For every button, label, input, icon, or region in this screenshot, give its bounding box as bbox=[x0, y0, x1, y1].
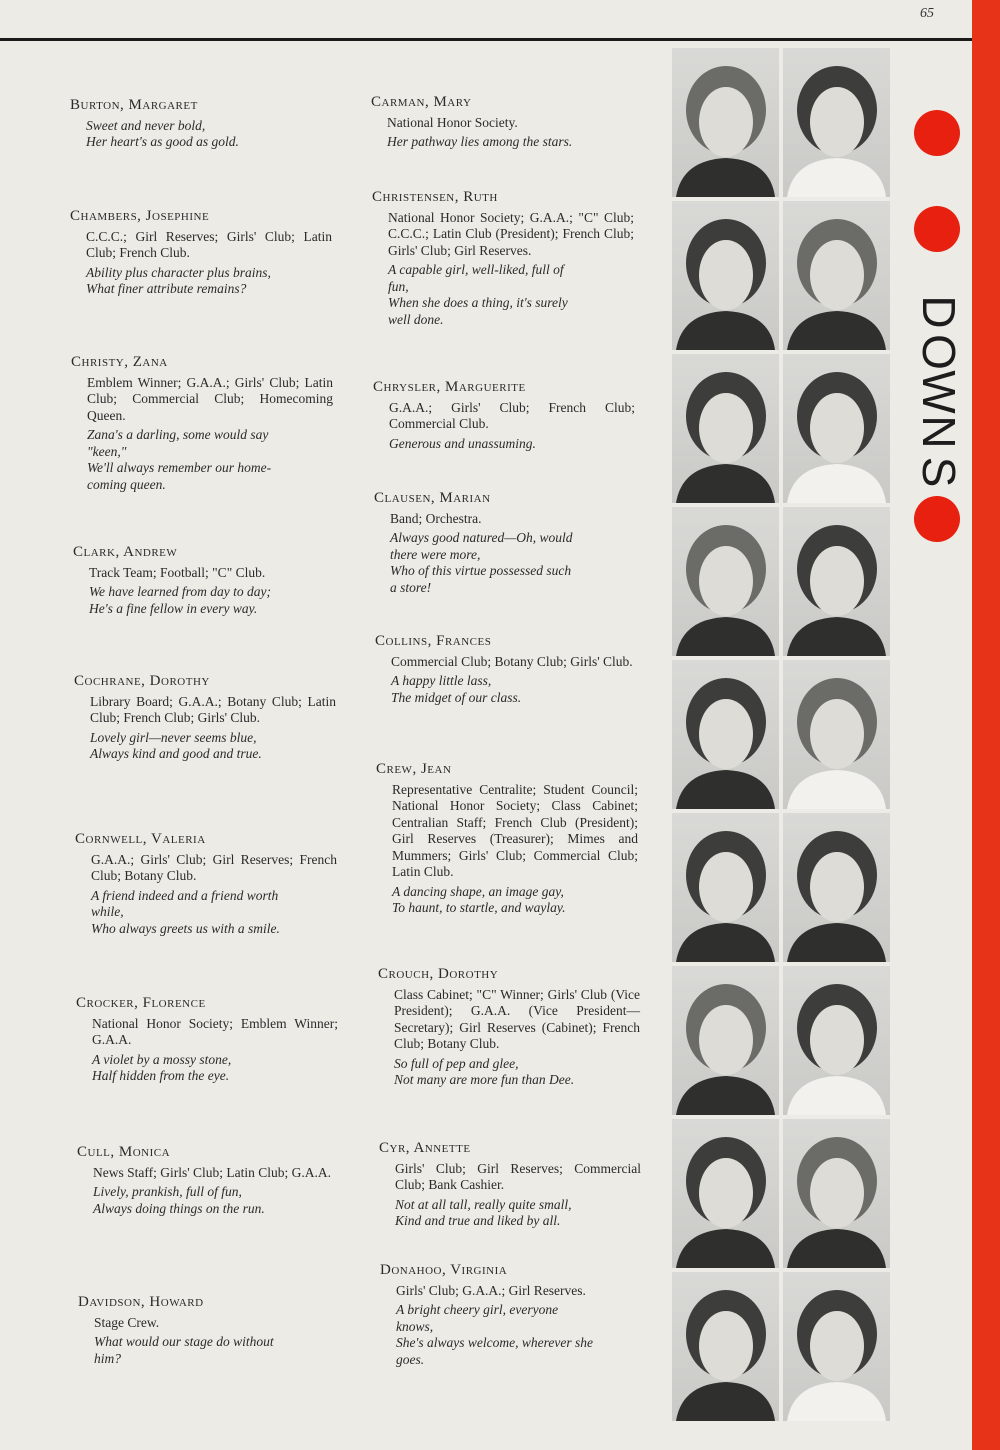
side-title-letter: W bbox=[913, 370, 965, 414]
student-quote: A dancing shape, an image gay, To haunt, to startle, and waylay. bbox=[392, 883, 566, 915]
student-quote: A friend indeed and a friend worth while, Who always greets us with a smile. bbox=[91, 887, 280, 936]
side-title-letter: O bbox=[913, 334, 965, 370]
student-name: Carman, Mary bbox=[371, 94, 472, 110]
student-activities: National Honor Society. bbox=[387, 114, 518, 130]
student-name: Crocker, Florence bbox=[76, 995, 206, 1011]
red-side-band bbox=[972, 0, 1000, 1450]
student-quote: Ability plus character plus brains, What finer attribute remains? bbox=[86, 264, 271, 296]
senior-entry bbox=[380, 1262, 642, 1368]
student-quote: So full of pep and glee, Not many are more fun than Dee. bbox=[394, 1055, 575, 1087]
student-name: Crew, Jean bbox=[376, 761, 452, 777]
top-rule bbox=[0, 38, 972, 41]
red-dot-icon bbox=[914, 496, 960, 542]
student-activities: Track Team; Football; "C" Club. bbox=[89, 564, 266, 580]
portrait-donahoo-virginia bbox=[783, 1272, 890, 1421]
student-name: Cull, Monica bbox=[77, 1144, 171, 1160]
student-name: Cornwell, Valeria bbox=[75, 831, 206, 847]
student-name: Christensen, Ruth bbox=[372, 189, 498, 205]
student-activities: Library Board; G.A.A.; Botany Club; Latin Club; French Club; Girls' Club. bbox=[90, 693, 336, 725]
portrait-carman-mary bbox=[783, 48, 890, 197]
student-activities: G.A.A.; Girls' Club; French Club; Commercial Club. bbox=[389, 399, 635, 431]
student-activities: Class Cabinet; "C" Winner; Girls' Club (Vice President); G.A.A. (Vice President—Secretary); Girl Reserves (Cabinet); French Club; Botany Club. bbox=[394, 986, 640, 1051]
student-quote: A happy little lass, The midget of our class. bbox=[391, 673, 522, 705]
portrait-cochrane-dorothy bbox=[672, 660, 779, 809]
student-quote: A violet by a mossy stone, Half hidden from the eye. bbox=[92, 1051, 232, 1083]
senior-entry bbox=[70, 208, 332, 298]
senior-entry bbox=[371, 94, 633, 151]
senior-entry bbox=[71, 354, 333, 493]
student-activities: Girls' Club; Girl Reserves; Commercial Club; Bank Cashier. bbox=[395, 1160, 641, 1192]
student-quote: Zana's a darling, some would say "keen," We'll always remember our home- coming queen. bbox=[87, 427, 272, 492]
portrait-clark-andrew bbox=[672, 507, 779, 656]
portrait-burton-margaret bbox=[672, 48, 779, 197]
student-activities: Emblem Winner; G.A.A.; Girls' Club; Latin Club; Commercial Club; Homecoming Queen. bbox=[87, 374, 333, 423]
senior-entry bbox=[374, 490, 636, 596]
side-title-letter: N bbox=[913, 415, 965, 449]
senior-entry bbox=[76, 995, 338, 1085]
student-activities: National Honor Society; G.A.A.; "C" Club; C.C.C.; Latin Club (President); French Club; Girls' Club; Girl Reserves. bbox=[388, 209, 634, 258]
student-activities: Commercial Club; Botany Club; Girls' Club. bbox=[391, 653, 633, 669]
student-quote: We have learned from day to day; He's a fine fellow in every way. bbox=[89, 584, 271, 616]
senior-entry bbox=[70, 97, 332, 151]
senior-entry bbox=[376, 761, 638, 917]
page-number: 65 bbox=[920, 6, 934, 21]
student-quote: Sweet and never bold, Her heart's as good as gold. bbox=[86, 117, 239, 149]
senior-entry bbox=[78, 1294, 340, 1367]
senior-entry bbox=[74, 673, 336, 763]
student-activities: Stage Crew. bbox=[94, 1314, 160, 1330]
portrait-crocker-florence bbox=[672, 966, 779, 1115]
senior-entry bbox=[75, 831, 337, 937]
senior-entry bbox=[373, 379, 635, 452]
red-dot-icon bbox=[914, 206, 960, 252]
portrait-chambers-josephine bbox=[672, 201, 779, 350]
senior-entry bbox=[375, 633, 637, 706]
student-quote: Lovely girl—never seems blue, Always kind and good and true. bbox=[90, 729, 262, 761]
student-quote: A bright cheery girl, everyone knows, She's always welcome, wherever she goes. bbox=[396, 1302, 593, 1367]
portrait-crouch-dorothy bbox=[783, 966, 890, 1115]
student-name: Christy, Zana bbox=[71, 354, 168, 370]
portrait-christensen-ruth bbox=[783, 201, 890, 350]
portrait-crew-jean bbox=[783, 813, 890, 962]
student-name: Cochrane, Dorothy bbox=[74, 673, 210, 689]
senior-entry bbox=[73, 544, 335, 617]
student-name: Crouch, Dorothy bbox=[378, 966, 499, 982]
side-title-letter: S bbox=[913, 456, 965, 488]
student-activities: Band; Orchestra. bbox=[390, 510, 482, 526]
portrait-cyr-annette bbox=[783, 1119, 890, 1268]
student-name: Burton, Margaret bbox=[70, 97, 198, 113]
senior-entry bbox=[379, 1140, 641, 1230]
student-quote: Always good natured—Oh, would there were more, Who of this virtue possessed such a store! bbox=[390, 530, 573, 595]
student-name: Collins, Frances bbox=[375, 633, 492, 649]
student-quote: Not at all tall, really quite small, Kind and true and liked by all. bbox=[395, 1196, 572, 1228]
student-name: Donahoo, Virginia bbox=[380, 1262, 508, 1278]
student-activities: G.A.A.; Girls' Club; Girl Reserves; French Club; Botany Club. bbox=[91, 851, 337, 883]
student-name: Davidson, Howard bbox=[78, 1294, 204, 1310]
student-activities: C.C.C.; Girl Reserves; Girls' Club; Latin Club; French Club. bbox=[86, 228, 332, 260]
student-name: Chrysler, Marguerite bbox=[373, 379, 526, 395]
portrait-christy-zana bbox=[672, 354, 779, 503]
side-title bbox=[913, 292, 965, 492]
side-title-letter: D bbox=[913, 295, 965, 329]
student-quote: A capable girl, well-liked, full of fun, When she does a thing, it's surely well done. bbox=[388, 262, 568, 327]
student-activities: Girls' Club; G.A.A.; Girl Reserves. bbox=[396, 1282, 586, 1298]
senior-entry bbox=[378, 966, 640, 1089]
red-dot-icon bbox=[914, 110, 960, 156]
student-name: Clausen, Marian bbox=[374, 490, 491, 506]
student-name: Chambers, Josephine bbox=[70, 208, 210, 224]
student-activities: News Staff; Girls' Club; Latin Club; G.A.A. bbox=[93, 1164, 332, 1180]
student-name: Clark, Andrew bbox=[73, 544, 178, 560]
student-quote: Her pathway lies among the stars. bbox=[387, 134, 573, 149]
portrait-clausen-marian bbox=[783, 507, 890, 656]
student-name: Cyr, Annette bbox=[379, 1140, 471, 1156]
portrait-cornwell-valeria bbox=[672, 813, 779, 962]
senior-entry bbox=[372, 189, 634, 328]
senior-entry bbox=[77, 1144, 339, 1217]
student-quote: Generous and unassuming. bbox=[389, 435, 536, 451]
student-quote: Lively, prankish, full of fun, Always doing things on the run. bbox=[93, 1184, 265, 1216]
portrait-chrysler-marguerite bbox=[783, 354, 890, 503]
student-activities: Representative Centralite; Student Council; National Honor Society; Class Cabinet; Centralian Staff; French Club (President); Girl Reserves (Treasurer); Mimes and Mummers; Girls' Club; Commercial Club; Latin Club. bbox=[392, 781, 638, 879]
portrait-davidson-howard bbox=[672, 1272, 779, 1421]
student-activities: National Honor Society; Emblem Winner; G.A.A. bbox=[92, 1015, 338, 1047]
portrait-cull-monica bbox=[672, 1119, 779, 1268]
portrait-collins-frances bbox=[783, 660, 890, 809]
student-quote: What would our stage do without him? bbox=[94, 1334, 274, 1366]
